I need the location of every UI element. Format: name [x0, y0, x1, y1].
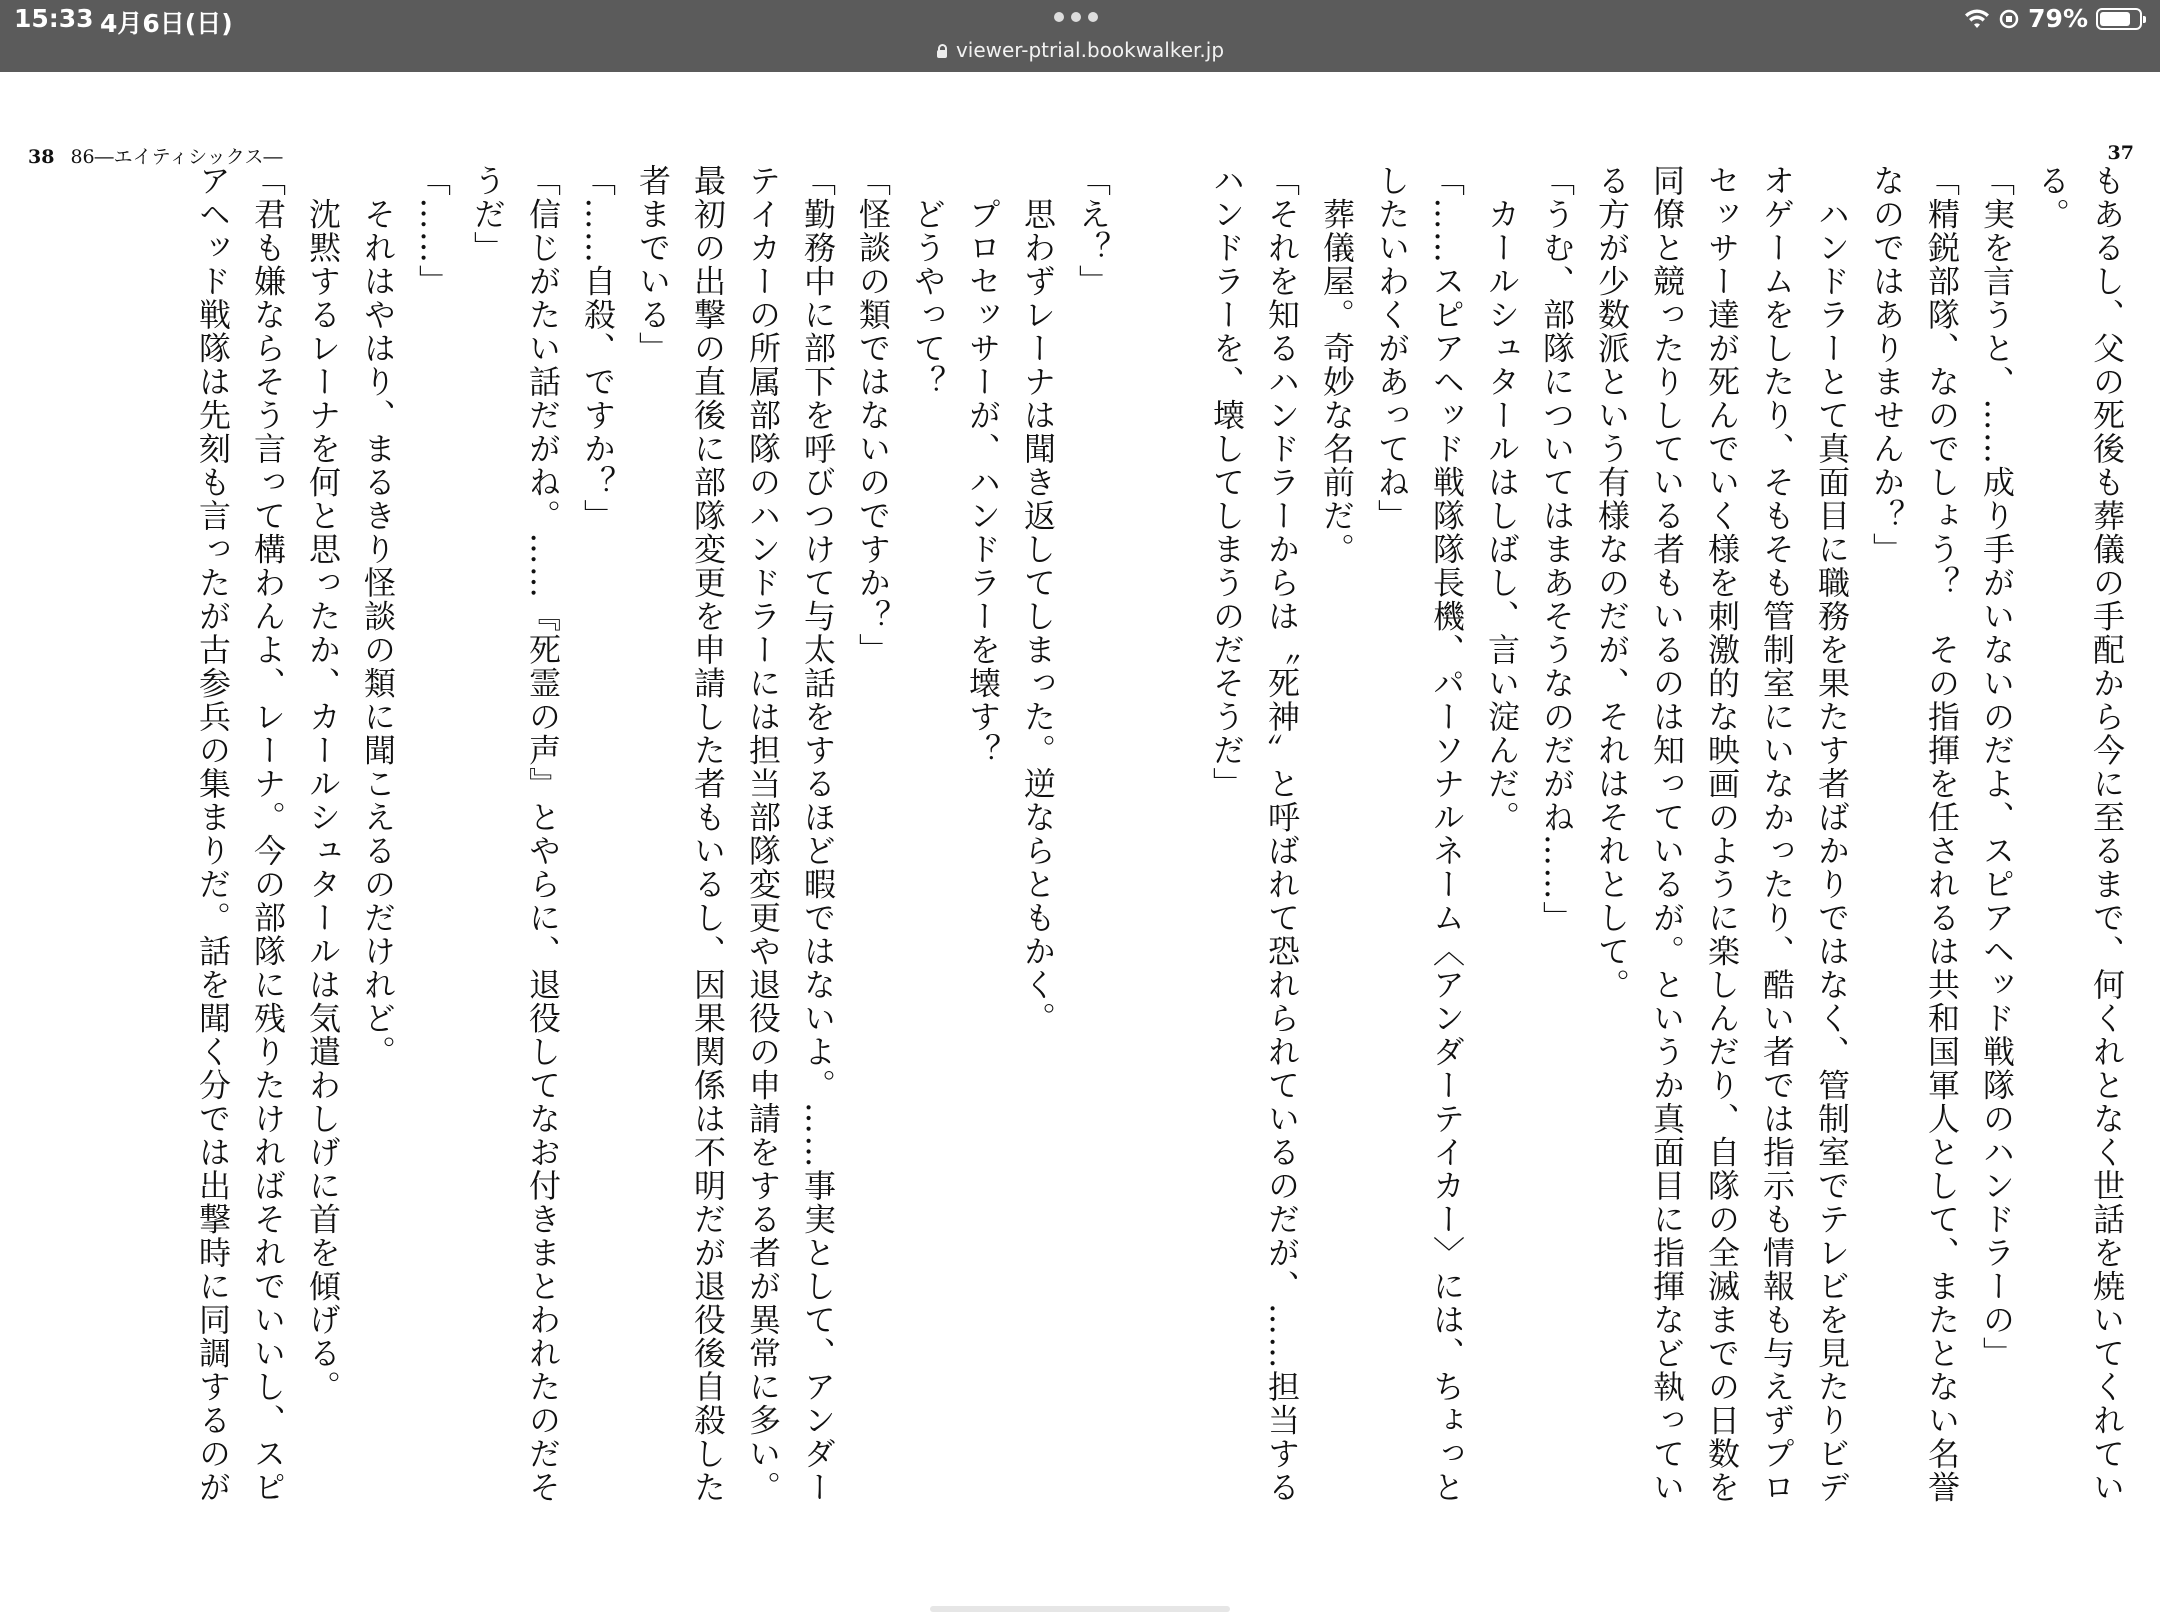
right-page-number: 37	[2107, 142, 2134, 164]
text-line: る。	[2033, 164, 2071, 231]
status-time: 15:33	[14, 4, 94, 33]
left-page-number: 38	[28, 146, 55, 168]
status-indicators	[1964, 4, 2142, 33]
text-line: ハンドラーを、壊してしまうのだそうだ」	[1208, 164, 1246, 801]
text-line: オゲームをしたり、そもそも管制室にいなかったり、酷い者では指示も情報も与えずプロ	[1758, 164, 1796, 1504]
text-line: ハンドラーとて真面目に職務を果たす者ばかりではなく、管制室でテレビを見たりビデ	[1813, 164, 1851, 1504]
text-line: 沈黙するレーナを何と思ったか、カールシュタールは気遣わしげに首を傾げる。	[304, 164, 342, 1404]
text-line: 葬儀屋。奇妙な名前だ。	[1318, 164, 1356, 566]
battery-icon	[2096, 8, 2142, 30]
text-line: 「うむ、部隊についてはまあそうなのだがね……」	[1538, 164, 1576, 935]
text-line: 「実を言うと、……成り手がいないのだよ、スピアヘッド戦隊のハンドラーの」	[1978, 164, 2016, 1370]
text-line: 「怪談の類ではないのですか？」	[854, 164, 892, 667]
lock-icon	[936, 44, 948, 58]
text-line: 「それを知るハンドラーからは〝死神〟と呼ばれて恐れられているのだが、……担当する	[1263, 164, 1301, 1504]
text-line: なのではありませんか？」	[1868, 164, 1906, 566]
home-indicator[interactable]	[930, 1606, 1230, 1612]
multitasking-dots-icon[interactable]	[1054, 12, 1098, 22]
status-bar	[0, 0, 2160, 72]
orientation-lock-icon	[1998, 8, 2020, 30]
battery-percentage: 79%	[2028, 4, 2088, 33]
text-line: 最初の出撃の直後に部隊変更を申請した者もいるし、因果関係は不明だが退役後自殺した	[689, 164, 727, 1504]
text-line: 同僚と競ったりしている者もいるのは知っているが。というか真面目に指揮など執ってい	[1648, 164, 1686, 1504]
text-line: それはやはり、まるきり怪談の類に聞こえるのだけれど。	[359, 164, 397, 1069]
text-line: どうやって？	[909, 164, 947, 399]
text-line: アヘッド戦隊は先刻も言ったが古参兵の集まりだ。話を聞く分では出撃時に同調するのが	[194, 164, 232, 1504]
text-line: テイカーの所属部隊のハンドラーには担当部隊変更や退役の申請をする者が異常に多い。	[744, 164, 782, 1504]
text-line: 「……」	[414, 164, 452, 298]
url-text: viewer-ptrial.bookwalker.jp	[955, 38, 1225, 62]
text-line: 「信じがたい話だがね。……『死霊の声』とやらに、退役してなお付きまとわれたのだそ	[524, 164, 562, 1504]
text-line: 「精鋭部隊、なのでしょう？ その指揮を任されるは共和国軍人として、またとない名誉	[1923, 164, 1961, 1504]
book-title: 86―エイティシックス―	[70, 146, 283, 168]
text-line: うだ」	[469, 164, 507, 265]
text-line: 「……スピアヘッド戦隊隊長機、パーソナルネーム〈アンダーテイカー〉には、ちょっと	[1428, 164, 1466, 1504]
right-page-text	[1134, 164, 2134, 1564]
text-line: 「え？」	[1074, 164, 1112, 298]
left-page-text	[80, 164, 1120, 1564]
text-line: 者までいる」	[634, 164, 672, 365]
text-line: もあるし、父の死後も葬儀の手配から今に至るまで、何くれとなく世話を焼いてくれてい	[2088, 164, 2126, 1504]
text-line: したいわくがあってね」	[1373, 164, 1411, 533]
text-line: 「……自殺、ですか？」	[579, 164, 617, 533]
text-line: る方が少数派という有様なのだが、それはそれとして。	[1593, 164, 1631, 1002]
text-line: 「勤務中に部下を呼びつけて与太話をするほど暇ではないよ。……事実として、アンダー	[799, 164, 837, 1504]
text-line: カールシュタールはしばし、言い淀んだ。	[1483, 164, 1521, 834]
text-line: セッサー達が死んでいく様を刺激的な映画のように楽しんだり、自隊の全滅までの日数を	[1703, 164, 1741, 1504]
address-bar[interactable]	[0, 38, 2160, 62]
text-line: 「君も嫌ならそう言って構わんよ、レーナ。今の部隊に残りたければそれでいいし、スピ	[249, 164, 287, 1504]
text-line: 思わずレーナは聞き返してしまった。逆ならともかく。	[1019, 164, 1057, 1035]
status-date: 4月6日(日)	[100, 9, 233, 38]
text-line: プロセッサーが、ハンドラーを壊す？	[964, 164, 1002, 767]
wifi-icon	[1964, 8, 1990, 30]
